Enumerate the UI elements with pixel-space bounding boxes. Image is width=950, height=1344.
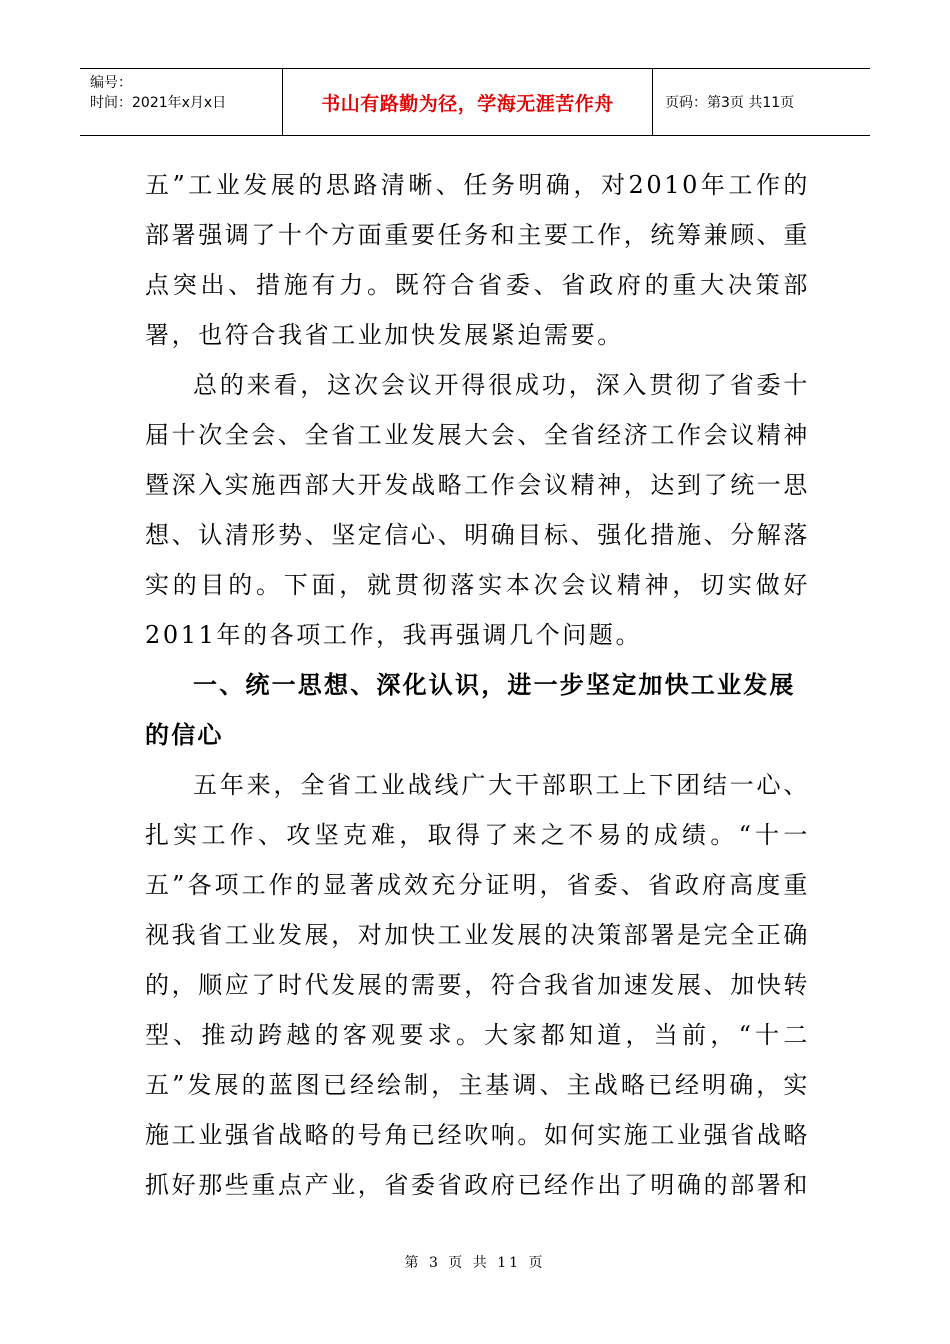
page-footer: 第 3 页 共 11 页 — [404, 1255, 546, 1271]
number-label: 编号： — [90, 75, 132, 91]
document-header — [80, 68, 870, 136]
paragraph-2: 总的来看，这次会议开得很成功，深入贯彻了省委十届十次全会、全省工业发展大会、全省经济工作会议精神暨深入实施西部大开发战略工作会议精神，达到了统一思想、认清形势、坚定信心、明确目标、强化措施、分解落实的目的。下面，就贯彻落实本次会议精神，切实做好2011年的各项工作，我再强调几个问题。 — [145, 371, 810, 649]
document-body — [145, 160, 810, 1210]
header-page-info: 页码：第3页 共11页 — [665, 95, 795, 111]
date-label: 时间：2021年x月x日 — [90, 95, 227, 111]
header-motto: 书山有路勤为径，学海无涯苦作舟 — [283, 69, 653, 135]
section-heading-1: 一、统一思想、深化认识，进一步坚定加快工业发展的信心 — [145, 671, 796, 749]
paragraph-3: 五年来，全省工业战线广大干部职工上下团结一心、扎实工作、攻坚克难，取得了来之不易的成绩。“十一五”各项工作的显著成效充分证明，省委、省政府高度重视我省工业发展，对加快工业发展的决策部署是完全正确的，顺应了时代发展的需要，符合我省加速发展、加快转型、推动跨越的客观要求。大家都知道，当前，“十二五”发展的蓝图已经绘制，主基调、主战略已经明确，实施工业强省战略的号角已经吹响。如何实施工业强省战略抓好那些重点产业，省委省政府已经作出了明确的部署和 — [145, 771, 810, 1199]
header-meta — [80, 69, 283, 135]
paragraph-1: 五”工业发展的思路清晰、任务明确，对2010年工作的部署强调了十个方面重要任务和主要工作，统筹兼顾、重点突出、措施有力。既符合省委、省政府的重大决策部署，也符合我省工业加快发展紧迫需要。 — [145, 171, 810, 349]
